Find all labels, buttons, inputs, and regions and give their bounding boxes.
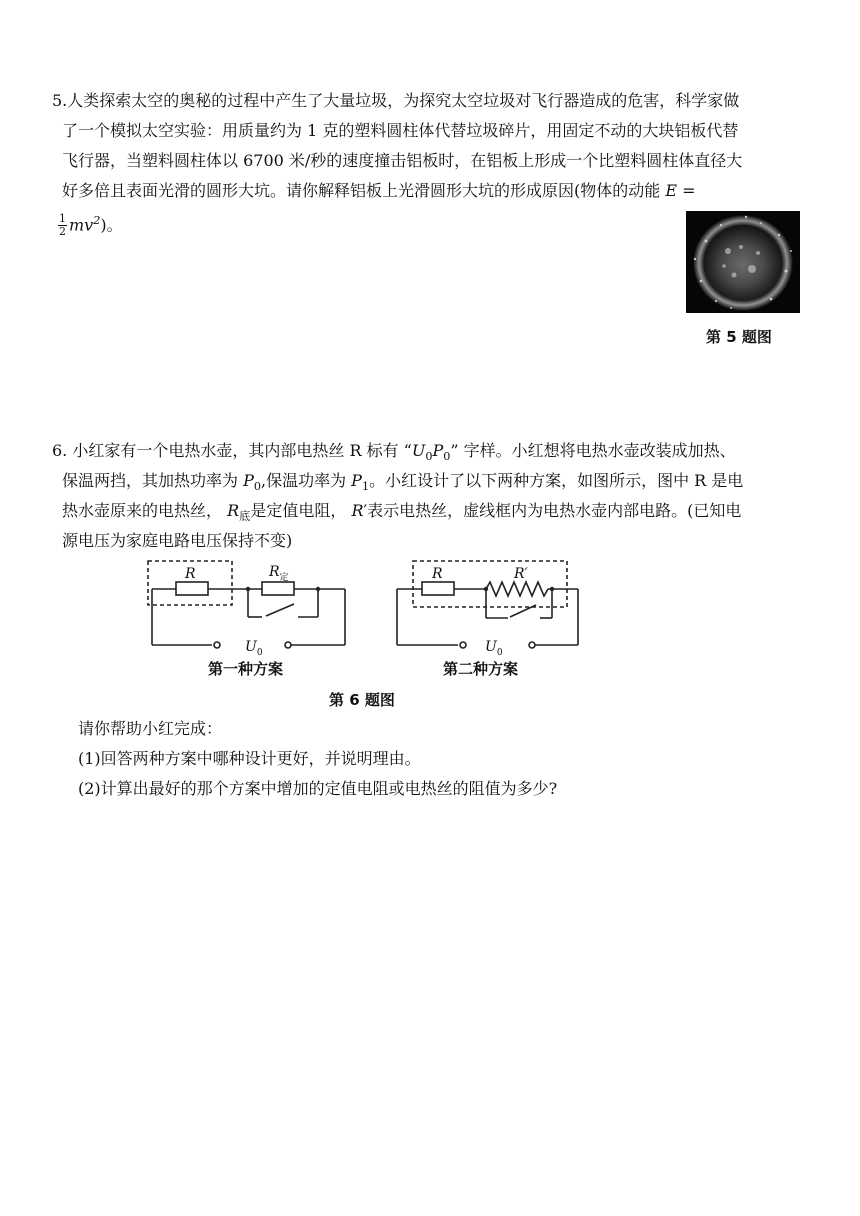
scheme-1-resistor-fixed	[262, 582, 294, 595]
scheme-1-label: 第一种方案	[208, 660, 284, 678]
fraction-numerator: 1	[59, 212, 66, 226]
heating-wire-prime: ′	[363, 501, 368, 520]
q6-line-3-b: 是定值电阻，	[250, 501, 352, 520]
q5-line-4-text: 好多倍且表面光滑的圆形大坑。请你解释铝板上光滑圆形大坑的形成原因(物体的动能	[62, 181, 661, 200]
keep-warm-power-sub: 1	[361, 480, 370, 494]
kinetic-energy-mv: mv	[69, 215, 94, 235]
help-line: 请你帮助小红完成：	[78, 719, 223, 738]
scheme-2-label: 第二种方案	[443, 660, 519, 678]
scheme-1-resistor-r	[176, 582, 208, 595]
q6-line-1-a: 6. 小红家有一个电热水壶，其内部电热丝 R 标有	[52, 441, 399, 460]
heating-power-sub: 0	[253, 480, 261, 494]
scheme-2-u-label: $U_0$	[485, 639, 503, 658]
q5-line-3: 飞行器，当塑料圆柱体以 6700 米/秒的速度撞击铝板时，在铝板上形成一个比塑料圆柱体直径大	[62, 151, 743, 170]
rated-voltage-sub: 0	[425, 450, 433, 464]
q5-end: )。	[100, 215, 123, 235]
scheme-1-u-label: $U_0$	[245, 639, 263, 658]
q6-line-4: 源电压为家庭电路电压保持不变)	[62, 531, 293, 550]
scheme-2-heating-wire	[486, 582, 548, 596]
figure-6-caption: 第 6 题图	[329, 691, 395, 709]
scheme-2-r-label: R	[432, 566, 443, 582]
sub-question-2: (2)计算出最好的那个方案中增加的定值电阻或电热丝的阻值为多少?	[78, 779, 558, 798]
fixed-resistor-symbol: R	[227, 501, 240, 520]
q6-line-2-b: ,保温功率为	[260, 471, 352, 490]
sub-question-1: (1)回答两种方案中哪种设计更好，并说明理由。	[78, 749, 421, 768]
heating-power: P	[243, 471, 254, 490]
kinetic-energy-exponent: 2	[93, 214, 101, 227]
figure-5-caption: 第 5 题图	[706, 328, 772, 346]
q5-line-2: 了一个模拟太空实验：用质量约为 1 克的塑料圆柱体代替垃圾碎片，用固定不动的大块铝板代替	[62, 121, 739, 140]
fraction-denominator: 2	[59, 225, 66, 239]
q6-line-1-b: ” 字样。小红想将电热水壶改装成加热、	[450, 441, 736, 460]
heating-wire-symbol: R	[351, 501, 364, 520]
question-6-tasks	[78, 714, 557, 804]
scheme-1-fixed-r-label: $R_定$	[269, 564, 289, 583]
kinetic-energy-lhs: E =	[665, 181, 696, 200]
rated-power-sub: 0	[443, 450, 451, 464]
q6-line-3-c: 表示电热丝，虚线框内为电热水壶内部电路。(已知电	[367, 501, 742, 520]
keep-warm-power: P	[351, 471, 362, 490]
scheme-1-switch	[266, 604, 294, 616]
q5-line-1: 5.人类探索太空的奥秘的过程中产生了大量垃圾，为探究太空垃圾对飞行器造成的危害，科学家做	[52, 91, 740, 110]
q6-line-2-c: 。小红设计了以下两种方案，如图所示，图中 R 是电	[369, 471, 744, 490]
scheme-2-rprime-label: R′	[514, 566, 528, 582]
fixed-resistor-sub: 底	[239, 510, 251, 524]
q6-line-3-a: 热水壶原来的电热丝，	[62, 501, 228, 520]
q6-line-2-a: 保温两挡，其加热功率为	[62, 471, 244, 490]
q6-quote-open: “	[403, 441, 412, 460]
scheme-2-resistor-r	[422, 582, 454, 595]
scheme-1-r-label: R	[185, 566, 196, 582]
rated-power: P	[432, 441, 444, 460]
rated-voltage: U	[411, 441, 426, 460]
